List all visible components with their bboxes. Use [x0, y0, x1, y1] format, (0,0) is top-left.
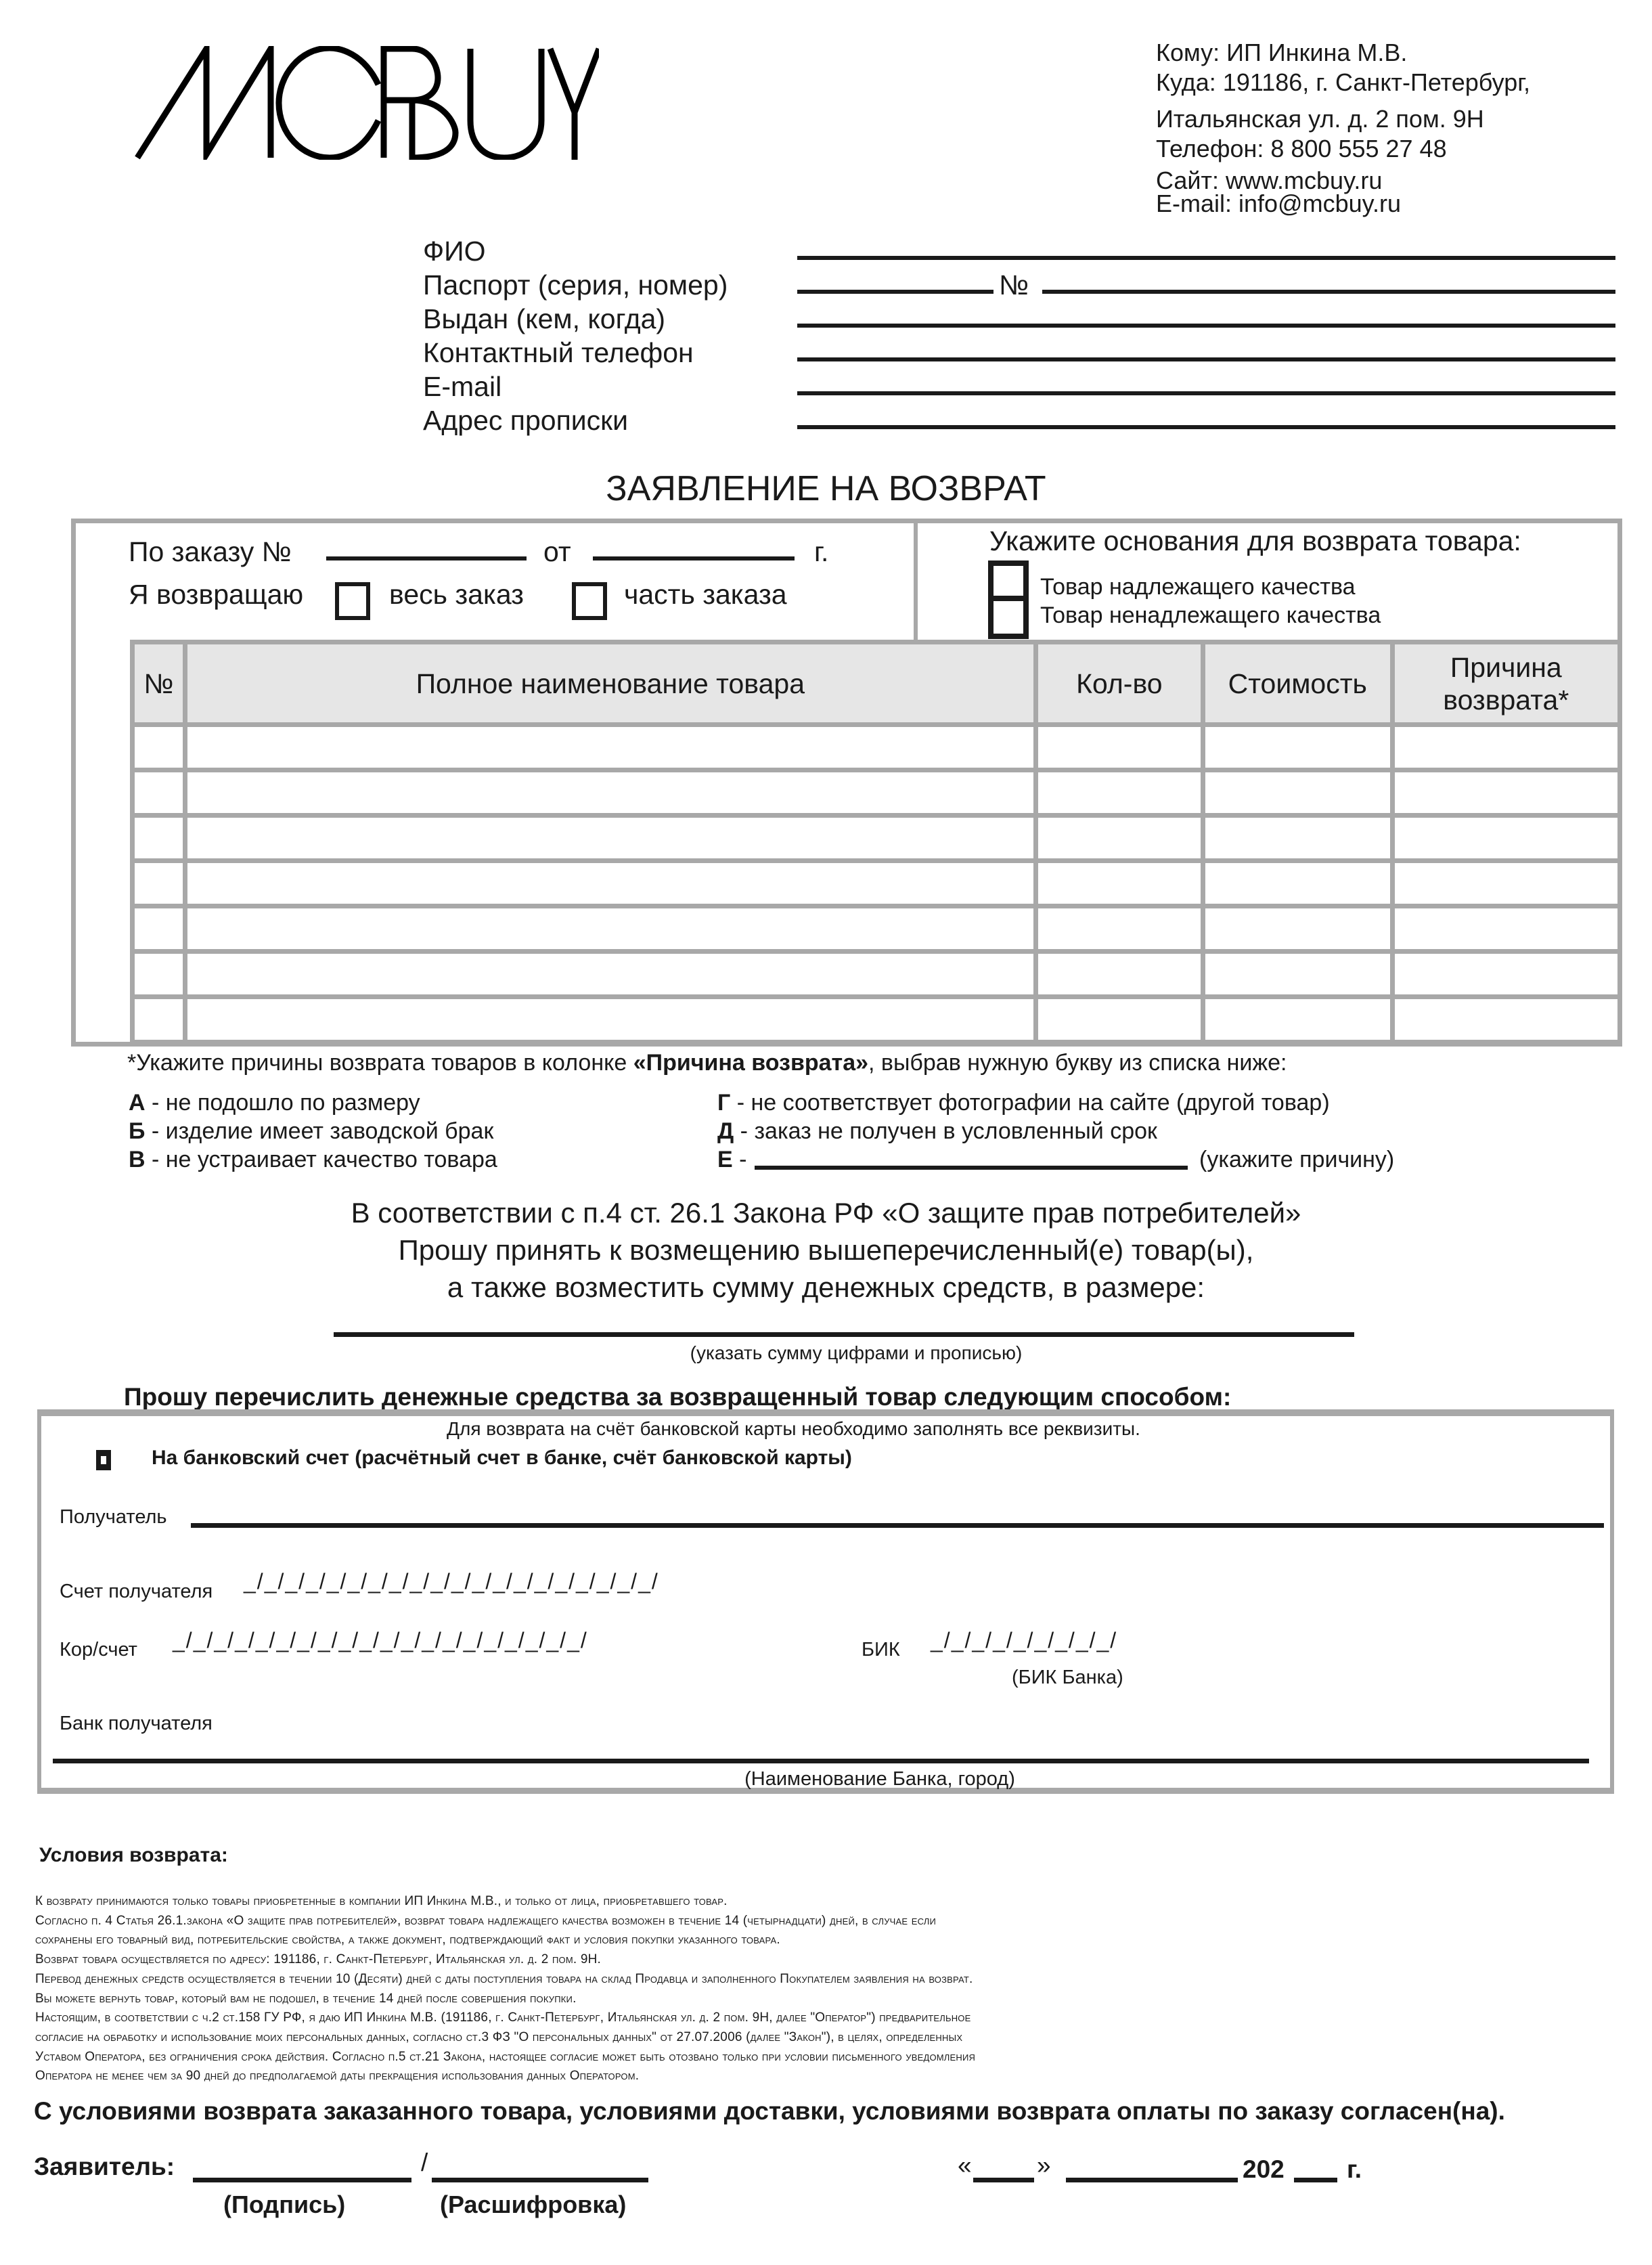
poor-quality-label: Товар ненадлежащего качества: [1040, 602, 1381, 628]
col-return-reason: Причина возврата*: [1392, 642, 1620, 725]
fio-field[interactable]: [797, 256, 1615, 260]
reason-e: Е -: [717, 1147, 747, 1172]
signature-caption: (Подпись): [223, 2191, 346, 2218]
cell-cost[interactable]: [1203, 906, 1392, 952]
date-quote-close: »: [1037, 2151, 1051, 2179]
cell-number[interactable]: [133, 952, 185, 997]
table-row: [133, 906, 1620, 952]
recipient-email: E-mail: info@mcbuy.ru: [1156, 190, 1401, 217]
cell-number[interactable]: [133, 725, 185, 770]
bik-caption: (БИК Банка): [1012, 1667, 1123, 1688]
cell-number[interactable]: [133, 861, 185, 906]
cell-quantity[interactable]: [1035, 816, 1203, 861]
date-day-field[interactable]: [973, 2178, 1034, 2182]
conditions-title: Условия возврата:: [39, 1844, 228, 1866]
bik-field[interactable]: _/_/_/_/_/_/_/_/_/: [931, 1628, 1118, 1652]
cell-product-name[interactable]: [185, 952, 1035, 997]
table-row: [133, 816, 1620, 861]
return-label: Я возвращаю: [129, 579, 304, 610]
request-line-2: Прошу принять к возмещению вышеперечисленный(е) товар(ы),: [398, 1234, 1254, 1266]
phone-label: Контактный телефон: [423, 337, 694, 368]
corr-account-label: Кор/счет: [60, 1639, 137, 1661]
email-label: E-mail: [423, 371, 502, 402]
recipient-address-line2: Итальянская ул. д. 2 пом. 9Н: [1156, 105, 1484, 133]
cell-return-reason[interactable]: [1392, 997, 1620, 1042]
recipient-contact-block: [1156, 38, 1530, 217]
cell-quantity[interactable]: [1035, 861, 1203, 906]
order-basis-divider: [914, 519, 918, 640]
reason-d: Д - заказ не получен в условленный срок: [717, 1118, 1157, 1144]
refund-method-heading: Прошу перечислить денежные средства за возвращенный товар следующим способом:: [124, 1383, 1232, 1411]
recipient-phone: Телефон: 8 800 555 27 48: [1156, 135, 1447, 162]
cell-return-reason[interactable]: [1392, 861, 1620, 906]
cell-return-reason[interactable]: [1392, 906, 1620, 952]
table-row: [133, 725, 1620, 770]
bank-details-note: Для возврата на счёт банковской карты необходимо заполнять все реквизиты.: [447, 1418, 1140, 1439]
return-reason-footnote: *Укажите причины возврата товаров в колонке «Причина возврата», выбрав нужную букву из списка ниже:: [127, 1050, 1287, 1076]
part-order-checkbox[interactable]: [572, 582, 607, 620]
recipient-address-line1: Куда: 191186, г. Санкт-Петербург,: [1156, 68, 1530, 96]
account-label: Счет получателя: [60, 1581, 213, 1602]
order-number-label: По заказу №: [129, 536, 292, 567]
reason-g: Г - не соответствует фотографии на сайте (другой товар): [717, 1090, 1330, 1116]
order-year-suffix: г.: [814, 536, 829, 567]
recipient-label: Получатель: [60, 1506, 167, 1528]
table-row: [133, 861, 1620, 906]
cell-quantity[interactable]: [1035, 997, 1203, 1042]
law-reference: В соответствии с п.4 ст. 26.1 Закона РФ «О защите прав потребителей»: [351, 1197, 1301, 1229]
cell-cost[interactable]: [1203, 861, 1392, 906]
bank-name-field[interactable]: [53, 1759, 1589, 1763]
cell-cost[interactable]: [1203, 770, 1392, 816]
issued-label: Выдан (кем, когда): [423, 303, 666, 334]
cell-cost[interactable]: [1203, 997, 1392, 1042]
col-cost: Стоимость: [1203, 642, 1392, 725]
col-quantity: Кол-во: [1035, 642, 1203, 725]
whole-order-label: весь заказ: [389, 579, 524, 610]
reason-v: В - не устраивает качество товара: [129, 1147, 497, 1172]
cell-product-name[interactable]: [185, 906, 1035, 952]
cell-quantity[interactable]: [1035, 725, 1203, 770]
return-basis-label: Укажите основания для возврата товара:: [989, 525, 1521, 556]
cell-product-name[interactable]: [185, 725, 1035, 770]
refund-amount-caption: (указать сумму цифрами и прописью): [690, 1342, 1023, 1363]
cell-number[interactable]: [133, 816, 185, 861]
cell-product-name[interactable]: [185, 861, 1035, 906]
cell-cost[interactable]: [1203, 952, 1392, 997]
order-date-field[interactable]: [593, 556, 795, 560]
cell-quantity[interactable]: [1035, 906, 1203, 952]
recipient-field[interactable]: [191, 1523, 1604, 1528]
col-product-name: Полное наименование товара: [185, 642, 1035, 725]
decoding-field[interactable]: [432, 2178, 648, 2182]
poor-quality-checkbox[interactable]: [988, 596, 1029, 639]
date-year-prefix: 202: [1243, 2155, 1285, 2183]
address-label: Адрес прописки: [423, 405, 629, 436]
reason-b: Б - изделие имеет заводской брак: [129, 1118, 494, 1144]
address-field[interactable]: [797, 425, 1615, 429]
items-table-header: [133, 642, 1620, 725]
table-row: [133, 952, 1620, 997]
good-quality-checkbox[interactable]: [988, 560, 1029, 601]
cell-quantity[interactable]: [1035, 770, 1203, 816]
phone-field[interactable]: [797, 357, 1615, 361]
cell-product-name[interactable]: [185, 816, 1035, 861]
cell-number[interactable]: [133, 997, 185, 1042]
signature-separator: /: [421, 2149, 428, 2176]
bank-name-caption: (Наименование Банка, город): [744, 1768, 1015, 1790]
date-month-field[interactable]: [1066, 2178, 1238, 2182]
passport-series-field[interactable]: [797, 290, 994, 294]
reason-e-field[interactable]: [755, 1166, 1188, 1170]
refund-amount-field[interactable]: [334, 1332, 1354, 1337]
date-quote-open: «: [958, 2151, 972, 2179]
items-table: [130, 640, 1622, 1044]
passport-label: Паспорт (серия, номер): [423, 269, 728, 301]
corr-account-field[interactable]: _/_/_/_/_/_/_/_/_/_/_/_/_/_/_/_/_/_/_/_/: [173, 1628, 588, 1652]
cell-return-reason[interactable]: [1392, 952, 1620, 997]
account-number-field[interactable]: _/_/_/_/_/_/_/_/_/_/_/_/_/_/_/_/_/_/_/_/: [244, 1569, 659, 1593]
applicant-label: Заявитель:: [34, 2153, 175, 2180]
decoding-caption: (Расшифровка): [440, 2191, 627, 2218]
recipient-to: Кому: ИП Инкина М.В.: [1156, 39, 1408, 66]
fio-label: ФИО: [423, 236, 486, 267]
cell-return-reason[interactable]: [1392, 770, 1620, 816]
good-quality-label: Товар надлежащего качества: [1040, 574, 1356, 600]
part-order-label: часть заказа: [624, 579, 787, 610]
mcbuy-logo: [132, 46, 599, 160]
order-number-field[interactable]: [326, 556, 527, 560]
date-year-field[interactable]: [1294, 2178, 1337, 2182]
cell-return-reason[interactable]: [1392, 816, 1620, 861]
signature-field[interactable]: [193, 2178, 411, 2182]
conditions-text: К возврату принимаются только товары приобретенные в компании ИП Инкина М.В., и только от лица, приобретавшего товар. Согласно п. 4 Статья 26.1.закона «О защите прав потребителей», возврат товара надлежащего качества возможен в течение 14 (четырнадцати) дней, в случае если сохранены его товарный вид, потребительские свойства, а также документ, подтверждающий факт и условия покупки указанного товара. Возврат товара осуществляется по адресу: 191186, г. Санкт-Петербург, Итальянская ул. д. 2 пом. 9Н. Перевод денежных средств осуществляется в течении 10 (Десяти) дней с даты поступления товара на склад Продавца и заполненного Покупателем заявления на возврат. Вы можете вернуть товар, который вам не подошел, в течение 14 дней после совершения покупки. Настоящим, в соответствии с ч.2 ст.158 ГУ РФ, я даю ИП Инкина М.В. (191186, г. Санкт-Петербург, Итальянская ул. д. 2 пом. 9Н, далее "Оператор") предварительное согласие на обработку и использование моих персональных данных, согласно ст.3 ФЗ "О персональных данных" от 27.07.2006 (далее "Закон"), в целях, определенных Уставом Оператора, без ограничения срока действия. Согласно п.5 ст.21 Закона, настоящее согласие может быть отозвано только при условии письменного уведомления Оператора не менее чем за 90 дней до предполагаемой даты прекращения использования данных Оператором.: [35, 1894, 976, 2084]
whole-order-checkbox[interactable]: [335, 582, 370, 620]
recipient-site: Сайт: www.mcbuy.ru: [1156, 167, 1383, 194]
date-year-suffix: г.: [1347, 2155, 1362, 2183]
cell-cost[interactable]: [1203, 816, 1392, 861]
order-from-label: от: [543, 536, 571, 567]
reason-a: А - не подошло по размеру: [129, 1090, 420, 1116]
col-number: №: [133, 642, 185, 725]
cell-product-name[interactable]: [185, 770, 1035, 816]
bik-label: БИК: [862, 1639, 900, 1661]
cell-quantity[interactable]: [1035, 952, 1203, 997]
cell-number[interactable]: [133, 770, 185, 816]
request-line-3: а также возместить сумму денежных средств, в размере:: [447, 1271, 1205, 1303]
reason-e-hint: (укажите причину): [1199, 1147, 1395, 1172]
document-title: ЗАЯВЛЕНИЕ НА ВОЗВРАТ: [606, 469, 1046, 508]
issued-field[interactable]: [797, 324, 1615, 328]
table-row: [133, 770, 1620, 816]
email-field[interactable]: [797, 391, 1615, 395]
table-row: [133, 997, 1620, 1042]
cell-return-reason[interactable]: [1392, 725, 1620, 770]
passport-number-sign: №: [999, 269, 1029, 301]
cell-cost[interactable]: [1203, 725, 1392, 770]
bank-name-label: Банк получателя: [60, 1713, 213, 1734]
bank-account-method-label: На банковский счет (расчётный счет в банке, счёт банковской карты): [152, 1447, 852, 1469]
passport-number-field[interactable]: [1042, 290, 1615, 294]
cell-number[interactable]: [133, 906, 185, 952]
cell-product-name[interactable]: [185, 997, 1035, 1042]
bank-account-radio[interactable]: [96, 1450, 111, 1470]
agreement-statement: С условиями возврата заказанного товара, условиями доставки, условиями возврата оплаты по заказу согласен(на).: [34, 2097, 1505, 2125]
